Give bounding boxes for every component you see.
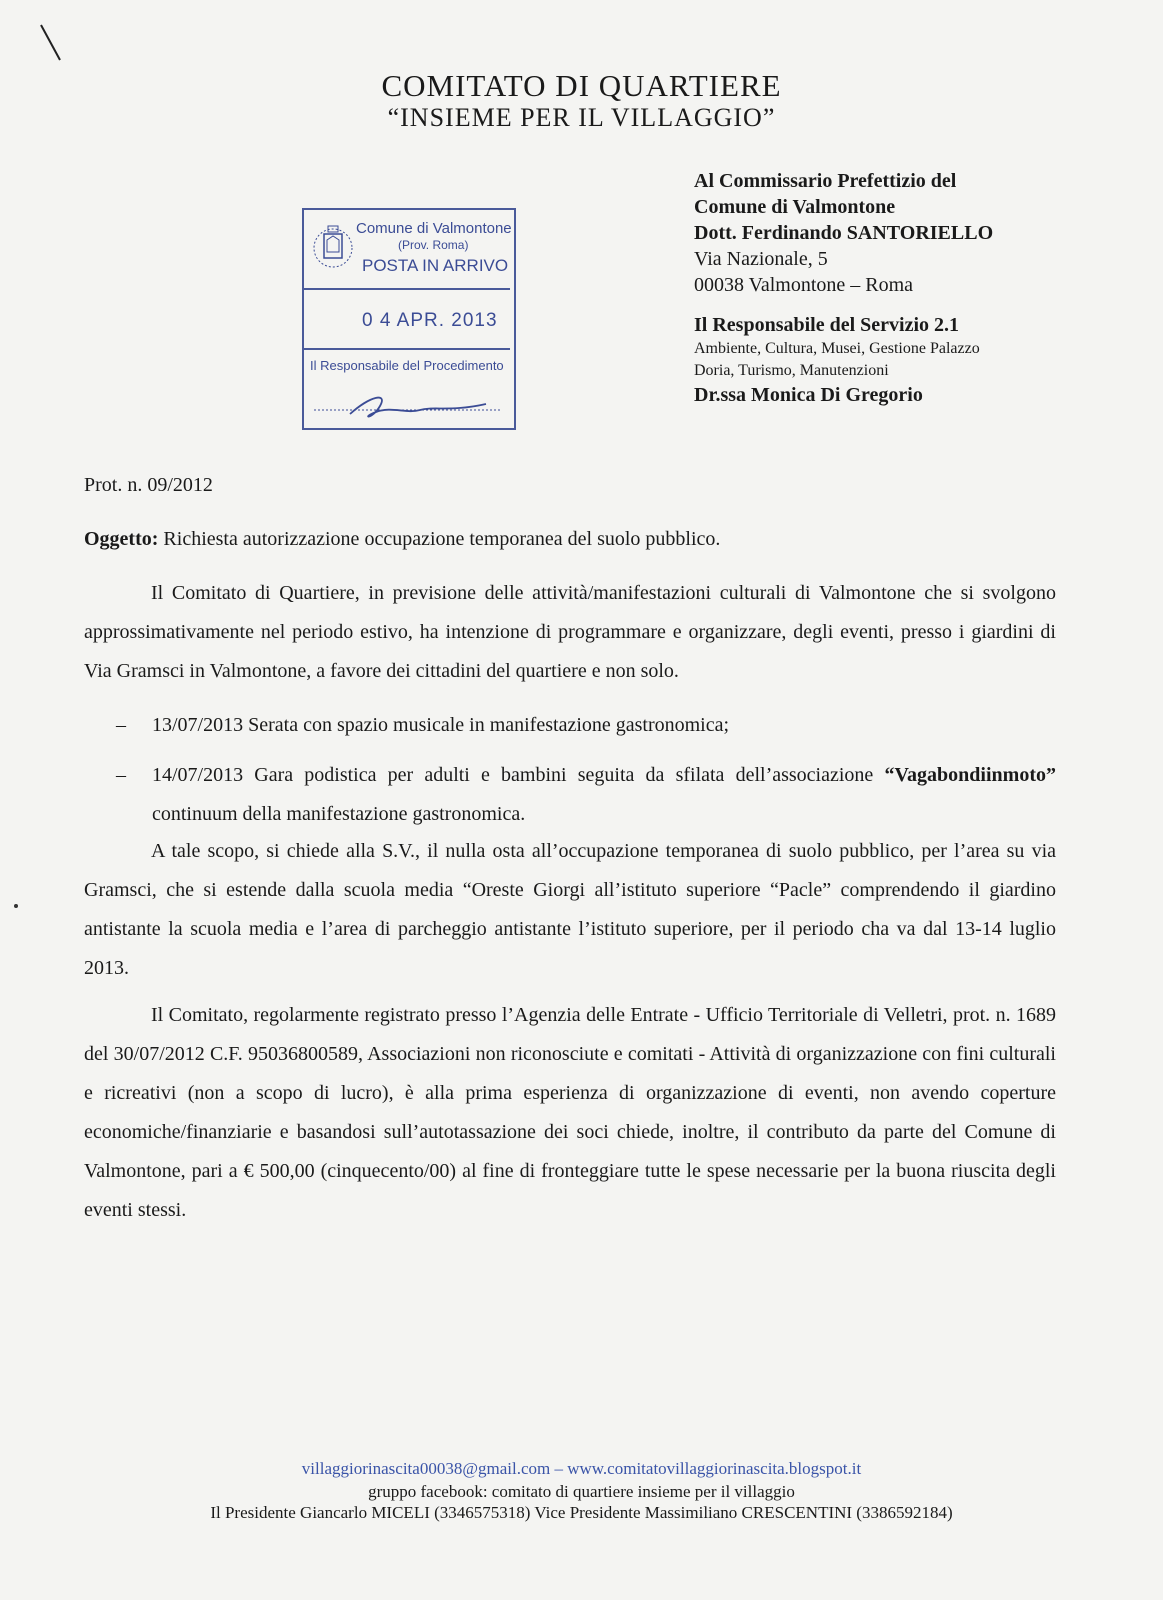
list-item-text-before: 14/07/2013 Gara podistica per adulti e bambini seguita da sfilata dell’associazione: [152, 764, 885, 786]
coat-of-arms-icon: [312, 218, 354, 278]
pen-mark: [38, 22, 66, 64]
stamp-date: 0 4 APR. 2013: [362, 310, 498, 331]
stamp-comune: Comune di Valmontone: [356, 220, 512, 237]
list-item-text-after: continuum della manifestazione gastronomica.: [152, 803, 526, 825]
recipient-line2: Comune di Valmontone: [694, 196, 896, 218]
paragraph-2: A tale scopo, si chiede alla S.V., il nulla osta all’occupazione temporanea di suolo pubblico, per l’area su via Gramsci, che si estende dalla scuola media “Oreste Giorgi all’istituto superiore “Pacle” comprendendo il giardino antistante la scuola media e l’area di parcheggio antistante l’istituto superiore, per il periodo cha va dal 13-14 luglio 2013.: [84, 840, 1056, 979]
list-item: [116, 756, 1056, 834]
list-dash: –: [116, 714, 126, 736]
committee-subtitle: “INSIEME PER IL VILLAGGIO”: [387, 103, 776, 132]
recipient-line6: Il Responsabile del Servizio 2.1: [694, 314, 960, 336]
recipient-address: [694, 168, 1134, 408]
paragraph-1: Il Comitato di Quartiere, in previsione delle attività/manifestazioni culturali di Valmontone che si svolgono approssimativamente nel periodo estivo, ha intenzione di programmare e organizzare, degli eventi, presso i giardini di Via Gramsci in Valmontone, a favore dei cittadini del quartiere e non solo.: [84, 582, 1056, 682]
margin-speck: [14, 904, 18, 908]
recipient-line1: Al Commissario Prefettizio del: [694, 170, 957, 192]
recipient-line8: Doria, Turismo, Manutenzioni: [694, 362, 889, 379]
stamp-responsabile: Il Responsabile del Procedimento: [310, 358, 504, 373]
recipient-line7: Ambiente, Cultura, Musei, Gestione Palazzo: [694, 340, 980, 357]
committee-title: COMITATO DI QUARTIERE: [381, 68, 782, 103]
recipient-line5: 00038 Valmontone – Roma: [694, 274, 914, 296]
association-name: “Vagabondiinmoto”: [884, 764, 1056, 786]
footer-facebook: gruppo facebook: comitato di quartiere insieme per il villaggio: [368, 1482, 795, 1501]
paragraph-3: Il Comitato, regolarmente registrato presso l’Agenzia delle Entrate - Ufficio Territoriale di Velletri, prot. n. 1689 del 30/07/2012 C.F. 95036800589, Associazioni non riconosciute e comitati - Attività di organizzazione con fini culturali e ricreativi (non a scopo di lucro), è alla prima esperienza di organizzazione di eventi, non avendo coperture economiche/finanziarie e basandosi sull’autotassazione dei soci chiede, inoltre, il contributo da parte del Comune di Valmontone, pari a € 500,00 (cinquecento/00) al fine di fronteggiare tutte le spese necessarie per la buona riuscita degli eventi stessi.: [84, 1004, 1056, 1221]
handwritten-signature: [310, 388, 506, 424]
recipient-line4: Via Nazionale, 5: [694, 248, 828, 270]
protocol-number: Prot. n. 09/2012: [84, 474, 213, 496]
list-dash: –: [116, 764, 126, 786]
list-item-text: 13/07/2013 Serata con spazio musicale in manifestazione gastronomica;: [152, 714, 730, 736]
footer-contacts: villaggiorinascita00038@gmail.com – www.comitatovillaggiorinascita.blogspot.it: [301, 1459, 862, 1478]
recipient-line3: Dott. Ferdinando SANTORIELLO: [694, 222, 994, 244]
stamp-prov: (Prov. Roma): [398, 238, 469, 252]
stamp-divider: [304, 348, 510, 350]
subject-label: Oggetto:: [84, 528, 159, 550]
subject-line: [84, 528, 1056, 551]
arrival-stamp: [302, 208, 516, 430]
recipient-line9: Dr.ssa Monica Di Gregorio: [694, 384, 923, 406]
stamp-posta: POSTA IN ARRIVO: [362, 256, 509, 275]
list-item-text: [152, 756, 1056, 834]
subject-text: Richiesta autorizzazione occupazione temporanea del suolo pubblico.: [158, 528, 721, 550]
footer-officers: Il Presidente Giancarlo MICELI (3346575318) Vice Presidente Massimiliano CRESCENTINI (3386592184): [210, 1503, 953, 1522]
list-item: [116, 706, 1056, 745]
